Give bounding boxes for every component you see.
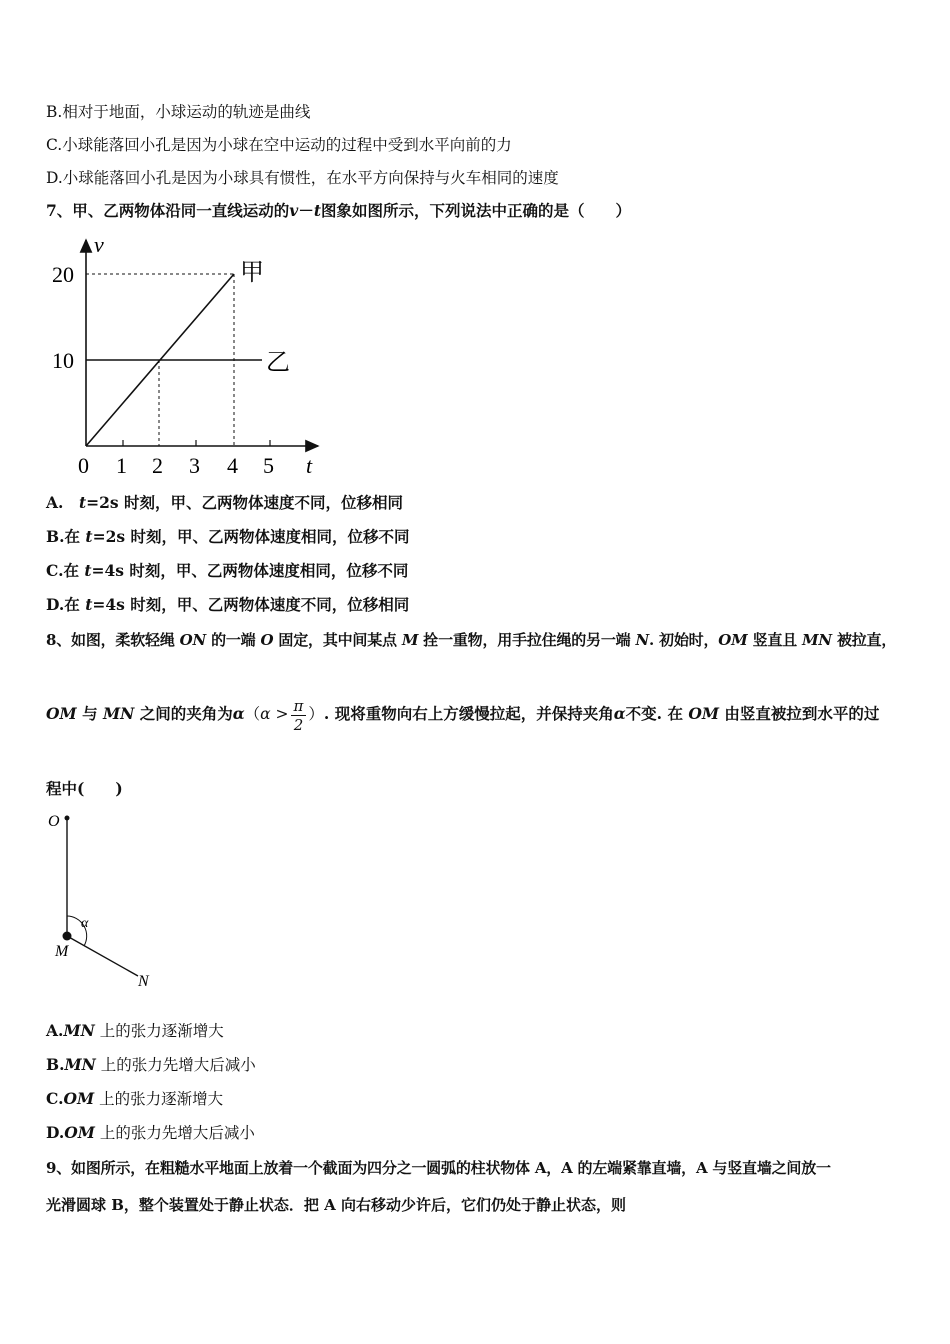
q8-var-m: M <box>401 631 419 649</box>
graph-y-label: v <box>94 232 104 257</box>
option-text: 上的张力先增大后减小 <box>95 1056 256 1074</box>
option-text: =2s 时刻，甲、乙两物体速度不同，位移相同 <box>86 493 404 512</box>
graph-y-tick-20: 20 <box>52 262 74 287</box>
label-alpha: α <box>81 916 89 931</box>
q8-text: 被拉直， <box>831 631 897 649</box>
q8-paren: ） <box>308 705 324 723</box>
option-prefix: D.在 <box>46 595 86 614</box>
option-prefix: A. <box>46 1021 64 1040</box>
graph-label-yi: 乙 <box>266 350 290 376</box>
label-m: M <box>55 943 69 960</box>
rope-mn <box>67 936 138 976</box>
q7-option-c <box>46 561 408 581</box>
graph-x-tick-4: 4 <box>227 453 238 478</box>
option-prefix: C.在 <box>46 561 85 580</box>
q8-option-c <box>46 1089 223 1109</box>
option-text: =4s 时刻，甲、乙两物体速度相同，位移不同 <box>91 561 409 580</box>
q8-stem-line-2 <box>46 694 879 734</box>
option-var: t <box>78 493 87 512</box>
q9-stem-line-2: 光滑圆球 B，整个装置处于静止状态．把 A 向右移动少许后，它们仍处于静止状态，则 <box>46 1196 626 1214</box>
q7-stem <box>46 201 631 221</box>
option-var: OM <box>64 1123 95 1142</box>
q8-text: 的一端 <box>206 631 261 649</box>
q7-option-b <box>46 527 409 547</box>
graph-x-label: t <box>306 453 313 478</box>
q8-text: 不变. 在 <box>625 704 689 723</box>
q8-text: 固定，其中间某点 <box>273 631 402 649</box>
pi-over-2-fraction <box>291 697 307 734</box>
option-var: MN <box>63 1021 95 1040</box>
q9-stem-line-1: 9、如图所示，在粗糙水平地面上放着一个截面为四分之一圆弧的柱状物体 A，A 的左端紧靠直墙，A 与竖直墙之间放一 <box>46 1159 831 1177</box>
q8-var-mn: MN <box>802 631 832 649</box>
q8-var-o: O <box>260 631 274 649</box>
q7-stem-v: v <box>289 201 299 220</box>
q7-option-a <box>46 493 403 513</box>
graph-y-tick-10: 10 <box>52 348 74 373</box>
option-text: 上的张力先增大后减小 <box>94 1124 255 1142</box>
q8-var-om: OM <box>688 704 720 723</box>
option-prefix: D. <box>46 1123 65 1142</box>
option-var: t <box>85 595 93 614</box>
q8-var-mn: MN <box>102 704 135 723</box>
q8-paren: （ <box>244 705 261 723</box>
graph-label-jia: 甲 <box>240 260 264 286</box>
q8-text: . 现将重物向右上方缓慢拉起，并保持夹角 <box>323 704 614 723</box>
q8-rope-figure <box>40 806 170 996</box>
option-var: t <box>84 561 92 580</box>
option-var: t <box>85 527 93 546</box>
q7-stem-text-b: 图象如图所示，下列说法中正确的是（ ） <box>321 201 632 220</box>
q8-text: 由竖直被拉到水平的过 <box>719 704 880 723</box>
q7-stem-text-a: 7、甲、乙两物体沿同一直线运动的 <box>46 201 290 220</box>
q6-option-b: B.相对于地面，小球运动的轨迹是曲线 <box>46 103 311 121</box>
weight-m <box>63 932 72 941</box>
option-text: =2s 时刻，甲、乙两物体速度相同，位移不同 <box>92 527 410 546</box>
option-text: 上的张力逐渐增大 <box>94 1022 224 1040</box>
option-text: 上的张力逐渐增大 <box>94 1090 224 1108</box>
q8-option-d <box>46 1123 255 1143</box>
option-var: OM <box>63 1089 95 1108</box>
q8-text: . 初始时， <box>649 631 719 649</box>
q7-vt-graph <box>40 232 340 482</box>
q8-text: 拴一重物，用手拉住绳的另一端 <box>418 631 636 649</box>
q6-option-d: D.小球能落回小孔是因为小球具有惯性，在水平方向保持与火车相同的速度 <box>46 169 559 187</box>
q8-option-a <box>46 1021 224 1041</box>
fraction-denominator: 2 <box>293 715 304 734</box>
q7-option-d <box>46 595 409 615</box>
q7-stem-t: t <box>313 201 321 220</box>
q8-var-om: OM <box>718 631 748 649</box>
graph-x-tick-2: 2 <box>152 453 163 478</box>
q8-stem-line-3: 程中( ) <box>46 779 123 798</box>
q8-var-n: N <box>635 631 650 649</box>
option-var: MN <box>64 1055 96 1074</box>
graph-x-tick-0: 0 <box>78 453 89 478</box>
option-prefix: A. <box>46 493 79 512</box>
q8-condition: α > <box>260 705 289 723</box>
q8-text: 8、如图，柔软轻绳 <box>46 631 180 649</box>
q8-text: 与 <box>76 704 103 723</box>
q8-option-b <box>46 1055 256 1075</box>
q8-var-om: OM <box>46 704 77 723</box>
label-n: N <box>138 973 149 990</box>
graph-x-tick-3: 3 <box>189 453 200 478</box>
q7-stem-dash: － <box>298 201 314 220</box>
q8-var-alpha: α <box>613 704 626 723</box>
option-prefix: C. <box>46 1089 64 1108</box>
q6-option-c: C.小球能落回小孔是因为小球在空中运动的过程中受到水平向前的力 <box>46 136 512 154</box>
q8-text: 竖直且 <box>747 631 802 649</box>
fraction-numerator: π <box>291 697 307 716</box>
q8-stem-line-1 <box>46 630 896 650</box>
q8-var-on: ON <box>179 631 207 649</box>
option-prefix: B.在 <box>46 527 86 546</box>
option-prefix: B. <box>46 1055 65 1074</box>
q8-var-alpha: α <box>232 704 245 723</box>
option-text: =4s 时刻，甲、乙两物体速度不同，位移相同 <box>92 595 410 614</box>
graph-x-tick-1: 1 <box>116 453 127 478</box>
label-o: O <box>48 813 60 830</box>
graph-x-tick-5: 5 <box>263 453 274 478</box>
q8-text: 之间的夹角为 <box>134 704 233 723</box>
